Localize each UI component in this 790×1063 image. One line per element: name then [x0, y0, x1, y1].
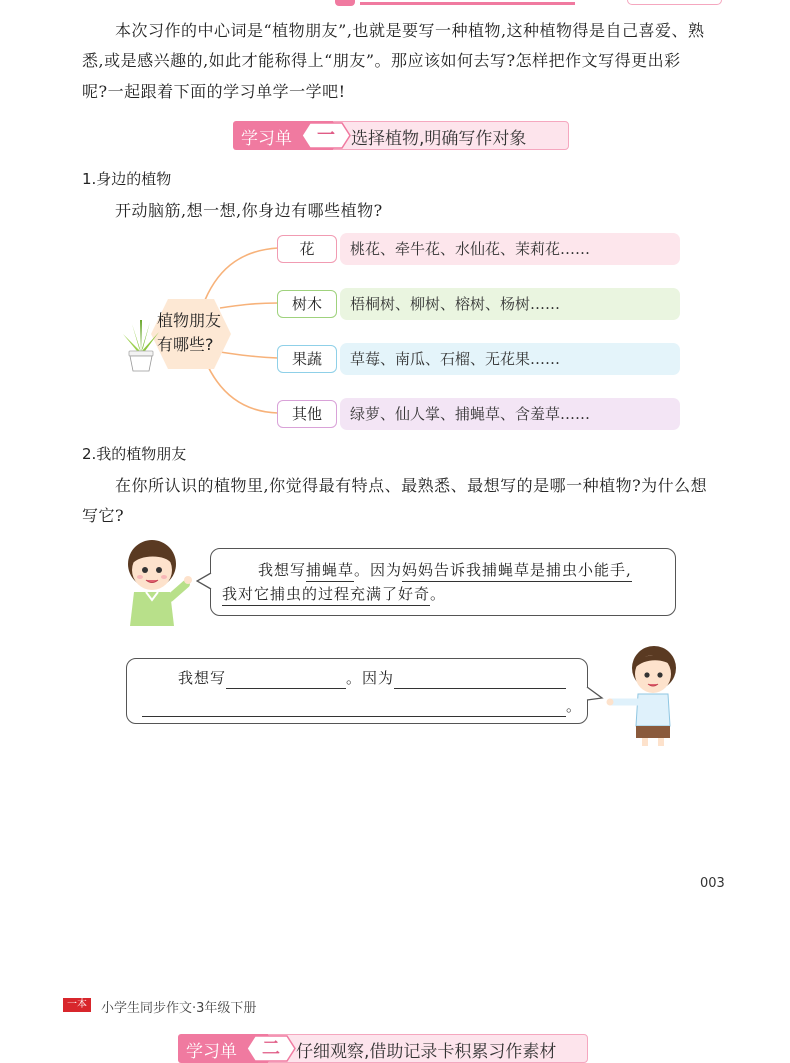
banner-2-label: 学习单 [186, 1042, 237, 1062]
example-text-line-1 [258, 559, 632, 582]
example-reason-2: 我对它捕虫的过程充满了好奇 [222, 583, 430, 606]
section-1-heading: 1.身边的植物 [82, 170, 172, 188]
boy-illustration-icon [120, 536, 198, 632]
fill-want: 我想写 [178, 669, 227, 687]
banner-2-title: 仔细观察,借助记录卡积累习作素材 [296, 1042, 557, 1062]
category-other: 其他 [277, 400, 337, 428]
boy-pointing-illustration-icon [606, 642, 686, 750]
bubble-tail-right-icon [586, 686, 604, 704]
fill-reason-blank-1[interactable] [394, 670, 566, 689]
fill-reason-blank-2[interactable] [142, 698, 566, 717]
category-produce-items: 草莓、南瓜、石榴、无花果…… [340, 343, 680, 375]
section-2-prompt-line-1: 在你所认识的植物里,你觉得最有特点、最熟悉、最想写的是哪一种植物?为什么想 [115, 476, 708, 495]
banner-2-number: 二 [262, 1038, 280, 1059]
intro-line-1: 本次习作的中心词是“植物朋友”,也就是要写一种植物,这种植物得是自己喜爱、熟 [115, 21, 705, 40]
study-sheet-banner-1 [233, 121, 569, 150]
publisher-logo: 一本 [63, 998, 91, 1012]
center-label-line-2: 有哪些? [157, 335, 214, 354]
fill-in-line-2 [142, 695, 581, 717]
intro-line-3: 呢?一起跟着下面的学习单学一学吧! [82, 82, 346, 101]
section-2-heading: 2.我的植物朋友 [82, 445, 187, 463]
fill-plant-blank[interactable] [226, 670, 346, 689]
potted-plant-icon [120, 318, 162, 374]
example-reason-1: 妈妈告诉我捕蝇草是捕虫小能手, [402, 559, 632, 582]
banner-label: 学习单 [241, 129, 292, 149]
section-2-prompt-line-2: 写它? [82, 506, 125, 525]
example-want: 我想写 [258, 561, 307, 579]
bubble-tail-icon [196, 572, 212, 590]
top-banner-fragment [335, 0, 695, 6]
example-because: 。因为 [354, 561, 403, 579]
example-text-line-2 [222, 583, 446, 606]
intro-line-2: 悉,或是感兴趣的,如此才能称得上“朋友”。那应该如何去写?怎样把作文写得更出彩 [82, 51, 681, 70]
category-trees-items: 梧桐树、柳树、榕树、杨树…… [340, 288, 680, 320]
page-number: 003 [700, 876, 725, 891]
example-end: 。 [430, 585, 447, 603]
book-title: 小学生同步作文·3年级下册 [101, 1001, 257, 1016]
category-trees: 树木 [277, 290, 337, 318]
fill-end: 。 [566, 697, 582, 715]
center-label-line-1: 植物朋友 [157, 311, 222, 330]
category-other-items: 绿萝、仙人掌、捕蝇草、含羞草…… [340, 398, 680, 430]
example-plant: 捕蝇草 [306, 559, 354, 582]
category-produce: 果蔬 [277, 345, 337, 373]
fill-in-line-1 [178, 667, 566, 689]
section-1-prompt: 开动脑筋,想一想,你身边有哪些植物? [115, 201, 383, 220]
category-flower-items: 桃花、牵牛花、水仙花、茉莉花…… [340, 233, 680, 265]
banner-title: 选择植物,明确写作对象 [351, 129, 527, 149]
category-flower: 花 [277, 235, 337, 263]
banner-number: 一 [317, 125, 335, 146]
study-sheet-banner-2 [178, 1034, 588, 1063]
fill-because: 。因为 [346, 669, 395, 687]
